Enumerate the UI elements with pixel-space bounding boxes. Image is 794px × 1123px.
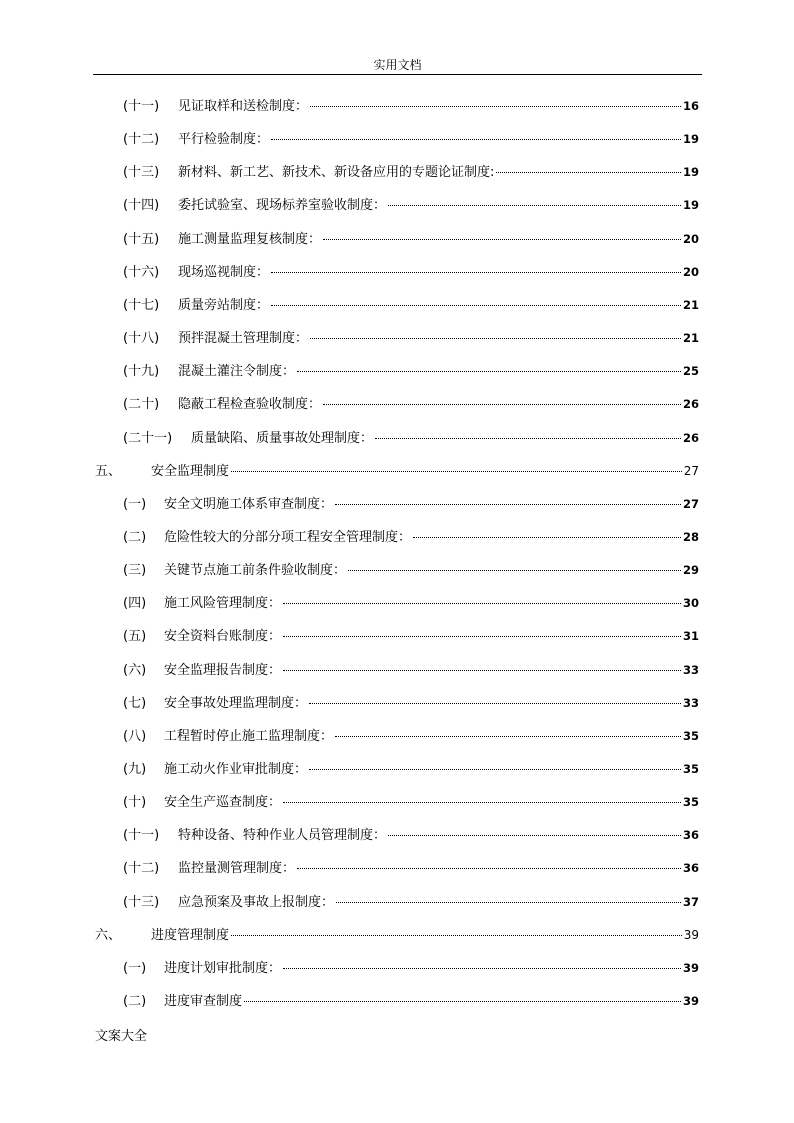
- toc-entry[interactable]: [123, 229, 699, 249]
- toc-entry-title: 进度计划审批制度：: [164, 960, 282, 976]
- toc-dot-leader: [283, 602, 681, 604]
- toc-entry-title: 隐蔽工程检查验收制度：: [178, 397, 322, 413]
- toc-entry-number: (十四): [123, 198, 160, 214]
- toc-dot-leader: [309, 768, 681, 770]
- page-footer: 文案大全: [95, 1029, 148, 1044]
- toc-page-number: 35: [682, 728, 699, 743]
- toc-entry-title: 质量缺陷、质量事故处理制度：: [191, 430, 374, 446]
- toc-entry-title: 进度管理制度: [151, 927, 230, 943]
- toc-section-entry[interactable]: [95, 461, 699, 481]
- toc-entry[interactable]: [123, 195, 699, 215]
- toc-dot-leader: [271, 304, 681, 306]
- toc-entry-title: 进度审查制度: [164, 994, 243, 1009]
- toc-entry-title: 质量旁站制度：: [178, 297, 270, 313]
- toc-page-number: 25: [682, 364, 699, 379]
- toc-entry-number: (二十一): [123, 430, 173, 446]
- toc-entry-number: (一): [123, 960, 147, 976]
- toc-entry-title: 危险性较大的分部分项工程安全管理制度：: [164, 530, 412, 545]
- toc-page-number: 20: [682, 231, 699, 246]
- toc-entry[interactable]: [123, 593, 699, 613]
- toc-entry[interactable]: [123, 626, 699, 646]
- toc-entry[interactable]: [123, 892, 699, 912]
- toc-page-number: 39: [682, 960, 699, 975]
- toc-entry-number: (十七): [123, 297, 160, 313]
- toc-dot-leader: [323, 238, 681, 240]
- toc-entry-title: 委托试验室、现场标养室验收制度：: [178, 198, 387, 214]
- toc-entry[interactable]: [123, 825, 699, 845]
- toc-entry[interactable]: [123, 394, 699, 414]
- toc-page-number: 30: [682, 596, 699, 611]
- toc-entry[interactable]: [123, 660, 699, 680]
- toc-page-number: 16: [682, 99, 699, 113]
- toc-dot-leader: [297, 370, 681, 372]
- toc-entry[interactable]: [123, 759, 699, 779]
- toc-entry-title: 安全事故处理监理制度：: [164, 695, 308, 711]
- toc-entry-title: 特种设备、特种作业人员管理制度：: [178, 828, 387, 844]
- header-rule: [93, 74, 702, 75]
- toc-entry-title: 施工测量监理复核制度：: [178, 231, 322, 247]
- toc-entry-title: 见证取样和送检制度：: [178, 99, 309, 114]
- toc-page-number: 36: [682, 828, 699, 843]
- toc-entry[interactable]: [123, 991, 699, 1011]
- toc-entry[interactable]: [123, 958, 699, 978]
- toc-entry[interactable]: [123, 361, 699, 381]
- toc-entry-number: 五、: [95, 463, 122, 479]
- toc-entry-number: (二): [123, 994, 147, 1009]
- toc-entry-number: (九): [123, 762, 147, 777]
- toc-page-number: 27: [683, 463, 699, 478]
- toc-entry-title: 应急预案及事故上报制度：: [178, 894, 335, 910]
- toc-entry[interactable]: [123, 328, 699, 348]
- toc-entry-number: (二): [123, 530, 147, 545]
- toc-section-entry[interactable]: [95, 925, 699, 945]
- toc-entry-number: (五): [123, 629, 147, 645]
- toc-entry-number: 六、: [95, 927, 122, 943]
- toc-entry[interactable]: [123, 162, 699, 182]
- toc-dot-leader: [271, 138, 681, 140]
- toc-page-number: 21: [682, 297, 699, 312]
- toc-entry-title: 施工风险管理制度：: [164, 596, 282, 612]
- toc-entry-number: (十八): [123, 331, 160, 346]
- toc-dot-leader: [496, 171, 681, 173]
- toc-entry-title: 现场巡视制度：: [178, 264, 270, 280]
- toc-entry[interactable]: [123, 494, 699, 514]
- toc-entry-number: (十): [123, 795, 147, 811]
- toc-entry-number: (三): [123, 563, 147, 579]
- toc-entry-title: 安全文明施工体系审查制度：: [164, 496, 334, 512]
- toc-page-number: 20: [682, 264, 699, 279]
- toc-page-number: 31: [682, 629, 699, 644]
- toc-entry-title: 关键节点施工前条件验收制度：: [164, 563, 347, 579]
- toc-entry-title: 监控量测管理制度：: [178, 861, 296, 877]
- toc-entry-number: (八): [123, 728, 147, 744]
- toc-entry-title: 安全资料台账制度：: [164, 629, 282, 645]
- toc-entry-title: 预拌混凝土管理制度：: [178, 331, 309, 346]
- toc-page-number: 39: [683, 927, 699, 942]
- toc-dot-leader: [283, 801, 681, 803]
- toc-entry[interactable]: [123, 262, 699, 282]
- toc-page-number: 33: [682, 695, 699, 710]
- toc-dot-leader: [348, 569, 681, 571]
- toc-entry-title: 安全生产巡查制度：: [164, 795, 282, 811]
- toc-entry-title: 新材料、新工艺、新技术、新设备应用的专题论证制度:: [178, 165, 495, 181]
- toc-entry-title: 施工动火作业审批制度：: [164, 762, 308, 777]
- toc-entry[interactable]: [123, 792, 699, 812]
- toc-dot-leader: [388, 204, 681, 206]
- toc-entry[interactable]: [123, 693, 699, 713]
- toc-entry-number: (十五): [123, 231, 160, 247]
- toc-entry-number: (一): [123, 496, 147, 512]
- toc-page-number: 36: [682, 861, 699, 876]
- toc-dot-leader: [336, 901, 681, 903]
- toc-page-number: 19: [682, 198, 699, 213]
- toc-entry[interactable]: [123, 726, 699, 746]
- page-header: 实用文档: [373, 58, 422, 72]
- toc-entry-number: (十三): [123, 165, 160, 181]
- toc-page-number: 35: [682, 795, 699, 810]
- toc-entry-number: (十二): [123, 861, 160, 877]
- toc-dot-leader: [335, 503, 681, 505]
- toc-dot-leader: [231, 934, 682, 936]
- toc-entry-title: 安全监理报告制度：: [164, 662, 282, 678]
- toc-dot-leader: [297, 867, 681, 869]
- toc-dot-leader: [283, 635, 681, 637]
- toc-entry[interactable]: [123, 96, 699, 116]
- toc-dot-leader: [388, 834, 681, 836]
- toc-entry[interactable]: [123, 858, 699, 878]
- toc-page-number: 27: [682, 496, 699, 511]
- toc-page-number: 19: [682, 165, 699, 180]
- toc-entry-title: 混凝土灌注令制度：: [178, 364, 296, 380]
- toc-page-number: 39: [682, 994, 699, 1008]
- toc-dot-leader: [335, 735, 681, 737]
- toc-entry-number: (二十): [123, 397, 160, 413]
- toc-page-number: 35: [682, 762, 699, 776]
- toc-entry[interactable]: [123, 295, 699, 315]
- toc-dot-leader: [244, 1000, 681, 1002]
- toc-dot-leader: [310, 337, 681, 339]
- toc-entry-number: (十二): [123, 132, 160, 148]
- toc-entry-title: 平行检验制度：: [178, 132, 270, 148]
- toc-dot-leader: [323, 403, 681, 405]
- toc-dot-leader: [375, 437, 681, 439]
- toc-page-number: 19: [682, 132, 699, 147]
- toc-page-number: 21: [682, 331, 699, 345]
- toc-dot-leader: [271, 271, 681, 273]
- toc-dot-leader: [283, 967, 681, 969]
- toc-entry-title: 安全监理制度: [151, 463, 230, 479]
- toc-entry-number: (十三): [123, 894, 160, 910]
- toc-page-number: 26: [682, 397, 699, 412]
- toc-entry-number: (七): [123, 695, 147, 711]
- toc-page-number: 37: [682, 894, 699, 909]
- toc-entry-title: 工程暂时停止施工监理制度：: [164, 728, 334, 744]
- toc-page-number: 26: [682, 430, 699, 445]
- toc-entry-number: (四): [123, 596, 147, 612]
- toc-entry-number: (十一): [123, 828, 160, 844]
- toc-page-number: 29: [682, 563, 699, 578]
- toc-entry[interactable]: [123, 129, 699, 149]
- toc-dot-leader: [231, 470, 682, 472]
- toc-dot-leader: [283, 669, 681, 671]
- toc-entry[interactable]: [123, 560, 699, 580]
- toc-dot-leader: [310, 105, 681, 107]
- toc-entry-number: (十六): [123, 264, 160, 280]
- toc-entry[interactable]: [123, 527, 699, 547]
- toc-dot-leader: [309, 702, 681, 704]
- toc-entry-number: (六): [123, 662, 147, 678]
- toc-page-number: 33: [682, 662, 699, 677]
- toc-entry-number: (十一): [123, 99, 160, 114]
- toc-dot-leader: [413, 536, 681, 538]
- toc-entry-number: (十九): [123, 364, 160, 380]
- toc-entry[interactable]: [123, 428, 699, 448]
- toc-page-number: 28: [682, 530, 699, 544]
